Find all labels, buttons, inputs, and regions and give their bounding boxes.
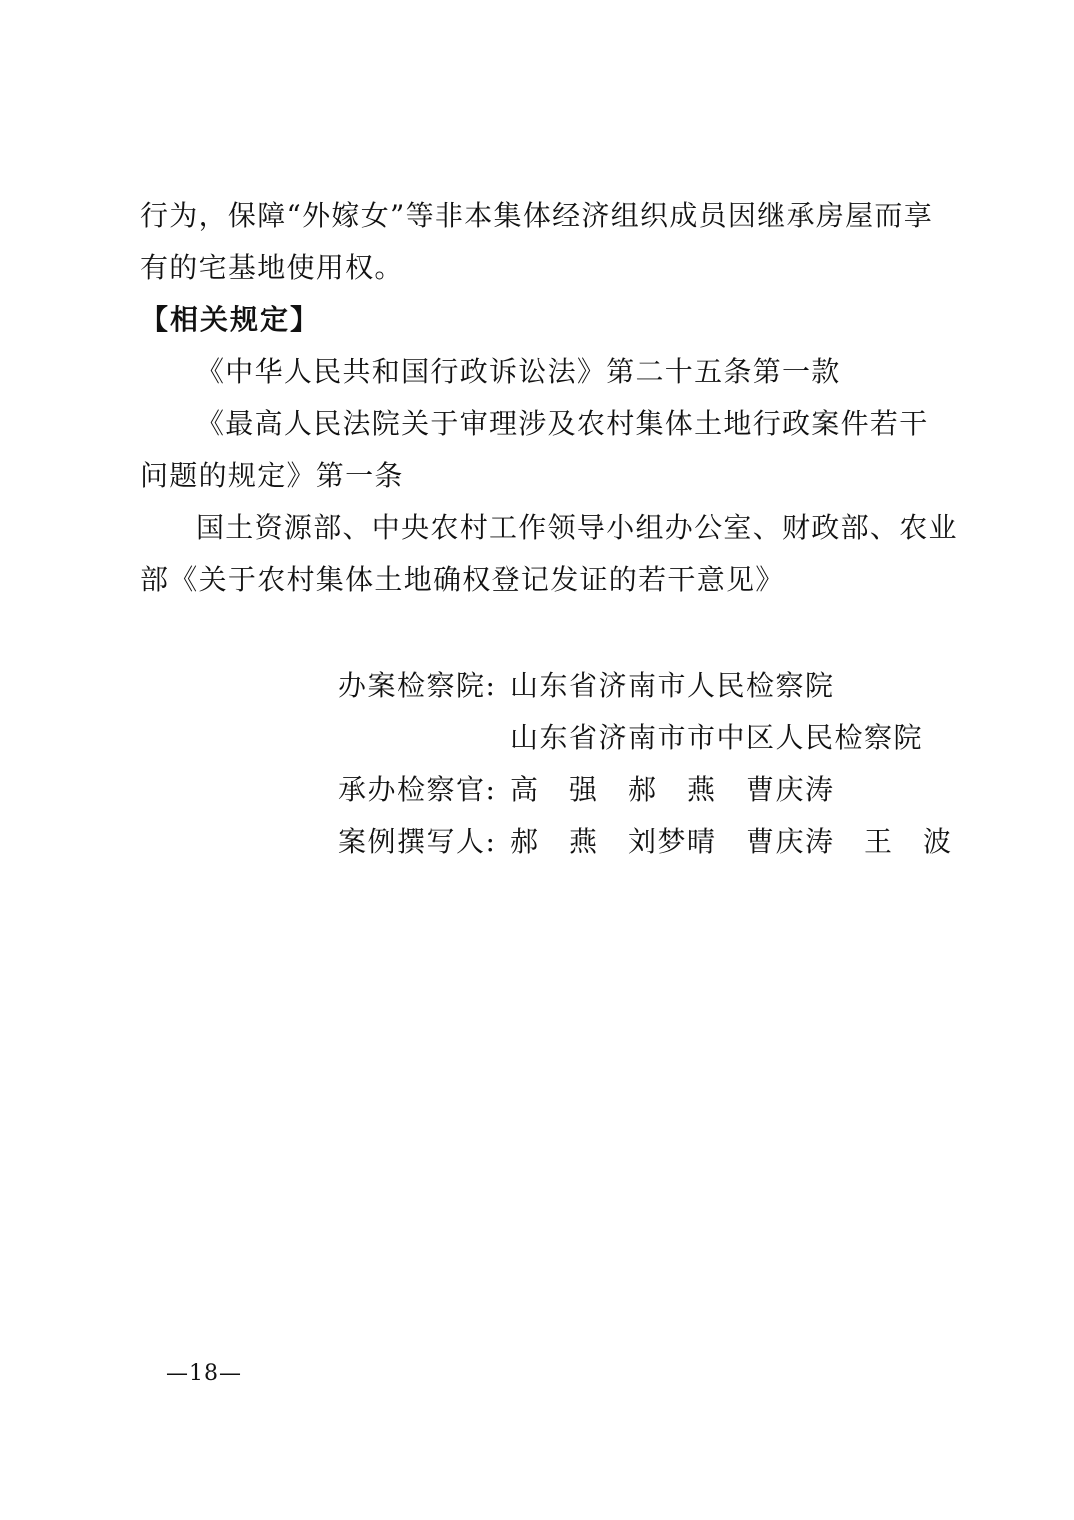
writer-label: 案例撰写人: xyxy=(338,825,497,858)
regulation-line: 国土资源部、中央农村工作领导小组办公室、财政部、农业 xyxy=(196,511,958,544)
prosecutor-label: 承办检察官: xyxy=(338,773,497,806)
procuratorate-name: 山东省济南市人民检察院 xyxy=(510,669,835,702)
paragraph-line: 有的宅基地使用权。 xyxy=(140,251,404,284)
regulation-line: 问题的规定》第一条 xyxy=(140,459,404,492)
regulation-line: 《中华人民共和国行政诉讼法》第二十五条第一款 xyxy=(196,355,841,388)
regulation-line: 《最高人民法院关于审理涉及农村集体土地行政案件若干 xyxy=(196,407,929,440)
page-number: —18— xyxy=(166,1361,242,1386)
procuratorate-label: 办案检察院: xyxy=(338,669,497,702)
procuratorate-name: 山东省济南市市中区人民检察院 xyxy=(510,721,924,754)
prosecutor-names: 高 强 郝 燕 曹庆涛 xyxy=(510,773,835,806)
writer-names: 郝 燕 刘梦晴 曹庆涛 王 波 xyxy=(510,825,953,858)
paragraph-line: 行为，保障“外嫁女”等非本集体经济组织成员因继承房屋而享 xyxy=(140,199,934,232)
section-heading: 【相关规定】 xyxy=(140,303,321,336)
regulation-line: 部《关于农村集体土地确权登记发证的若干意见》 xyxy=(140,563,785,596)
